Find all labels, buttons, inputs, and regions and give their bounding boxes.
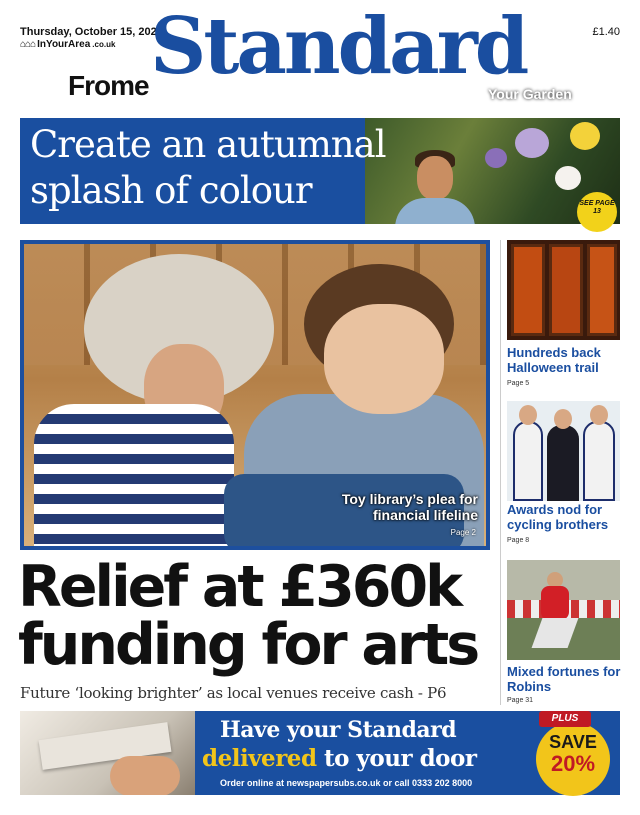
halloween-trail-photo[interactable] [507, 240, 620, 340]
caption-line: financial lifeline [372, 507, 478, 523]
football-photo[interactable] [507, 560, 620, 660]
discount-percent: 20% [550, 751, 596, 776]
lead-photo[interactable] [20, 240, 490, 550]
issue-date: Thursday, October 15, 2020 [20, 26, 163, 38]
sidebar-page-ref: Page 5 [507, 380, 530, 387]
photo-page-ref: Page 2 [450, 528, 476, 537]
see-page-badge: SEE PAGE 13 [577, 192, 617, 232]
plus-tag: PLUS [539, 711, 591, 727]
sidebar-headline[interactable]: Awards nod for cycling brothers [507, 502, 609, 532]
pansy-flower [570, 122, 600, 150]
newspaper-title: Standard [150, 1, 527, 92]
town-name: Frome [68, 70, 149, 101]
site-suffix: .co.uk [92, 40, 116, 49]
sidebar-headline[interactable]: Mixed fortunes for Robins [507, 664, 621, 694]
child-face [324, 304, 444, 414]
cycling-brothers-photo[interactable] [507, 401, 620, 501]
section-label: Your Garden [488, 86, 572, 102]
sidebar-headline[interactable]: Hundreds back Halloween trail [507, 345, 601, 375]
website-credit [20, 39, 115, 50]
banner-accent-word: delivered [202, 745, 317, 772]
hand-image [110, 756, 180, 795]
column-divider [500, 240, 501, 705]
lead-headline[interactable]: Relief at £360k funding for arts [18, 554, 478, 678]
pansy-flower [515, 128, 549, 158]
cover-price: £1.40 [592, 26, 620, 38]
banner-headline: Have your Standard [220, 717, 457, 743]
photo-caption [342, 491, 478, 523]
site-name: InYourArea [37, 39, 91, 50]
child-striped-top [34, 404, 234, 550]
sidebar-page-ref: Page 8 [507, 537, 530, 544]
garden-promo[interactable] [20, 118, 620, 224]
save-label: SAVE [549, 732, 597, 752]
sidebar-page-ref: Page 31 [507, 697, 534, 704]
pansy-flower [555, 166, 581, 190]
pansy-flower [485, 148, 507, 168]
banner-subheadline [202, 745, 476, 772]
houses-icon: ⌂⌂⌂ [20, 39, 36, 50]
doormat-newspaper-photo [20, 711, 195, 795]
order-info[interactable]: Order online at newspapersubs.co.uk or call 0333 202 8000 [220, 778, 473, 788]
caption-line: Toy library’s plea for [341, 491, 478, 507]
promo-headline: Create an autumnal splash of colour [30, 123, 386, 212]
banner-rest: to your door [316, 745, 477, 772]
subscription-banner[interactable] [20, 711, 620, 795]
save-badge [536, 722, 610, 796]
lead-standfirst: Future ‘looking brighter’ as local venues receive cash - P6 [20, 684, 447, 702]
